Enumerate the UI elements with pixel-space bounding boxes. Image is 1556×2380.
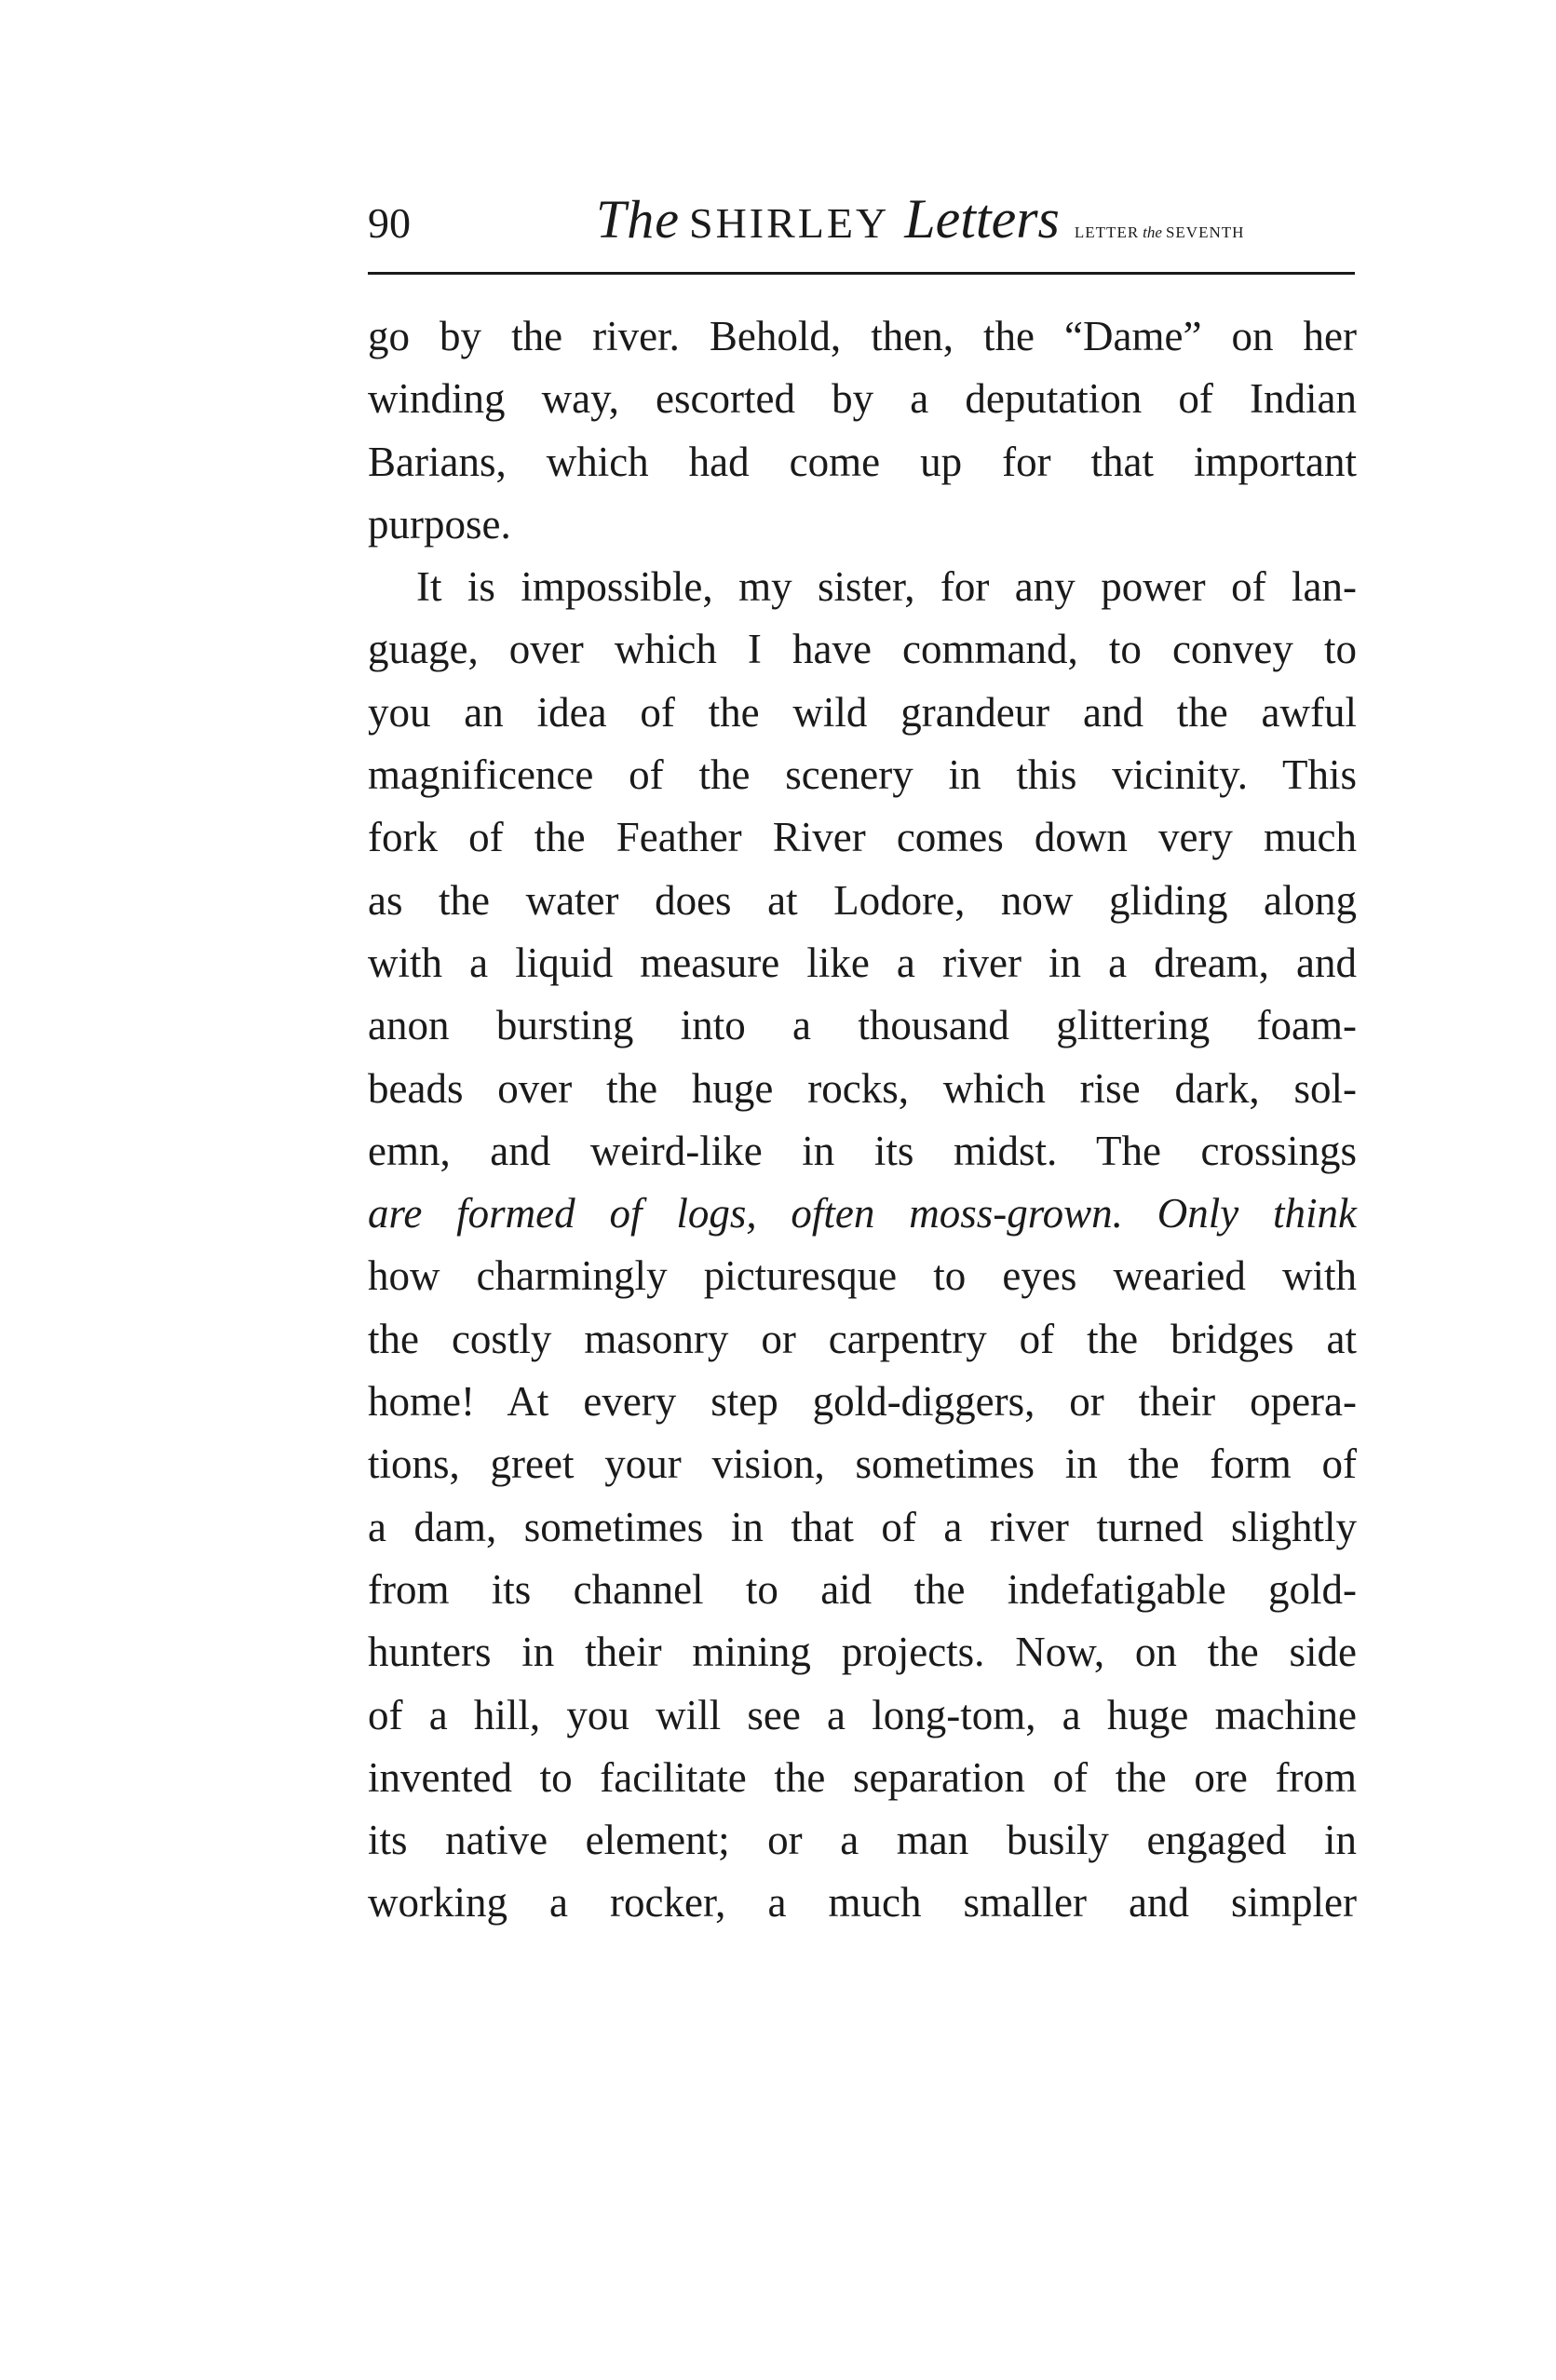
text-line: from its channel to aid the indefatigable gold-	[368, 1565, 1357, 1613]
letter-word: LETTER	[1074, 223, 1140, 241]
text-line: invented to facilitate the separation of the ore from	[368, 1753, 1357, 1801]
text-line: a dam, sometimes in that of a river turned slightly	[368, 1503, 1357, 1550]
page-number: 90	[368, 199, 411, 247]
letter-ordinal: SEVENTH	[1165, 223, 1245, 241]
text-line: with a liquid measure like a river in a dream, and	[368, 939, 1357, 986]
running-header	[368, 188, 1355, 265]
text-line: home! At every step gold-diggers, or their opera-	[368, 1378, 1357, 1426]
header-rule	[368, 272, 1355, 275]
title-the: The	[596, 189, 680, 250]
text-line: as the water does at Lodore, now gliding along	[368, 876, 1357, 924]
text-line: of a hill, you will see a long-tom, a huge machine	[368, 1691, 1357, 1738]
text-line: the costly masonry or carpentry of the bridges at	[368, 1315, 1357, 1362]
text-line: its native element; or a man busily engaged in	[368, 1817, 1357, 1864]
text-line: go by the river. Behold, then, the “Dame” on her	[368, 313, 1357, 359]
page-body	[368, 305, 1357, 1935]
text-line: beads over the huge rocks, which rise dark, sol-	[368, 1064, 1357, 1112]
text-line: how charmingly picturesque to eyes wearied with	[368, 1252, 1357, 1300]
text-line: It is impossible, my sister, for any power of lan-	[416, 563, 1357, 611]
title-shirley: SHIRLEY	[689, 199, 890, 247]
text-line: you an idea of the wild grandeur and the awful	[368, 688, 1357, 736]
text-line: magnificence of the scenery in this vicinity. This	[368, 751, 1357, 799]
text-line: guage, over which I have command, to convey to	[368, 626, 1357, 673]
text-line: winding way, escorted by a deputation of Indian	[368, 375, 1357, 423]
text-line: fork of the Feather River comes down very much	[368, 814, 1357, 861]
text-line: working a rocker, a much smaller and simpler	[368, 1879, 1357, 1927]
text-line: emn, and weird-like in its midst. The crossings	[368, 1127, 1357, 1174]
text-line: are formed of logs, often moss-grown. Only think	[368, 1190, 1357, 1237]
title-letters: Letters	[904, 188, 1060, 250]
text-line: purpose.	[368, 500, 511, 548]
letter-the: the	[1143, 223, 1162, 241]
text-line: hunters in their mining projects. Now, on the side	[368, 1629, 1357, 1676]
text-line: Barians, which had come up for that important	[368, 438, 1357, 485]
text-line: anon bursting into a thousand glittering foam-	[368, 1002, 1357, 1049]
text-line: tions, greet your vision, sometimes in the form of	[368, 1440, 1357, 1488]
running-title	[596, 188, 1245, 250]
